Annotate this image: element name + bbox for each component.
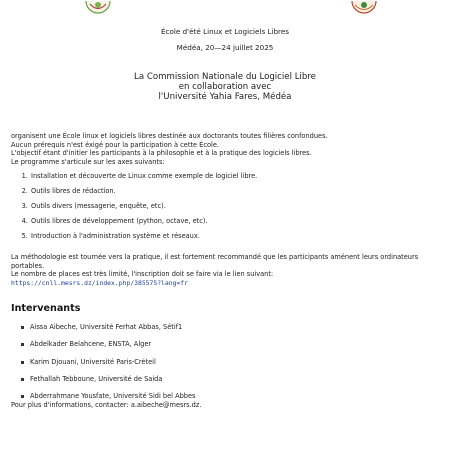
speakers-list (11, 323, 441, 409)
commission-logo (350, 0, 378, 14)
bullet-icon (21, 378, 24, 381)
method-paragraph: La méthodologie est tournée vers la pratique, il est fortement recommandé que les participants aménent leurs ordinateurs portables. (11, 253, 419, 270)
program-item: 3. Outils divers (messagerie, enquête, etc). (30, 202, 440, 211)
intro-paragraph: L'objectif étant d'initier les participants à la philosophie et à la pratique des logiciels libres. (11, 149, 312, 157)
organizer-line: l'Université Yahia Fares, Médéa (158, 92, 292, 102)
speaker-item (21, 323, 441, 332)
organizer-line: La Commission Nationale du Logiciel Libre (134, 72, 316, 82)
method-paragraph: Le nombre de places est très limité, l'inscription doit se faire via le lien suivant: (11, 270, 274, 278)
contact-line: Pour plus d'informations, contacter: a.aibeche@mesrs.dz. (11, 401, 202, 409)
place-date: Médéa, 20—24 juillet 2025 (176, 43, 274, 52)
speaker-name: Abdelkader Belahcene, ENSTA, Alger (30, 340, 152, 349)
program-list (11, 172, 440, 247)
speaker-name: Abderrahmane Yousfate, Université Sidi bel Abbes (30, 392, 196, 401)
intro-text (11, 132, 441, 166)
bullet-icon (21, 326, 24, 329)
bullet-icon (21, 361, 24, 364)
intro-paragraph: Aucun prérequis n'est éxigé pour la participation à cette École. (11, 140, 219, 149)
program-item: 2. Outils libres de rédaction. (30, 187, 440, 196)
program-item: 5. Introduction à l'administration système et réseaux. (30, 232, 440, 241)
bullet-icon (21, 395, 24, 398)
method-text (11, 253, 441, 287)
speaker-item (21, 340, 441, 349)
intro-paragraph: Le programme s'articule sur les axes suivants: (11, 157, 165, 166)
speaker-name: Fethallah Tebboune, Université de Saida (30, 374, 163, 383)
speaker-name: Karim Djouani, Université Paris-Créteil (30, 357, 156, 366)
speaker-name: Aissa Aibeche, Université Ferhat Abbas, Sétif1 (30, 323, 183, 331)
school-title: École d'été Linux et Logiciels Libres (160, 27, 289, 36)
organizers-block (0, 72, 450, 102)
speaker-item (21, 392, 441, 401)
organizer-line: en collaboration avec (178, 82, 272, 92)
registration-link[interactable]: https://cnll.mesrs.dz/index.php/385575?lang=fr (11, 278, 188, 287)
intro-paragraph: organisent une École linux et logiciels libres destinée aux doctorants toutes filières confondues. (11, 132, 328, 140)
program-item: 4. Outils libres de développement (python, octave, etc). (30, 217, 440, 226)
speaker-item (21, 358, 441, 367)
bullet-icon (21, 343, 24, 346)
university-logo (84, 0, 112, 14)
speaker-item (21, 375, 441, 384)
speakers-heading: Intervenants (11, 303, 81, 314)
program-item: 1. Installation et découverte de Linux comme exemple de logiciel libre. (30, 172, 440, 181)
